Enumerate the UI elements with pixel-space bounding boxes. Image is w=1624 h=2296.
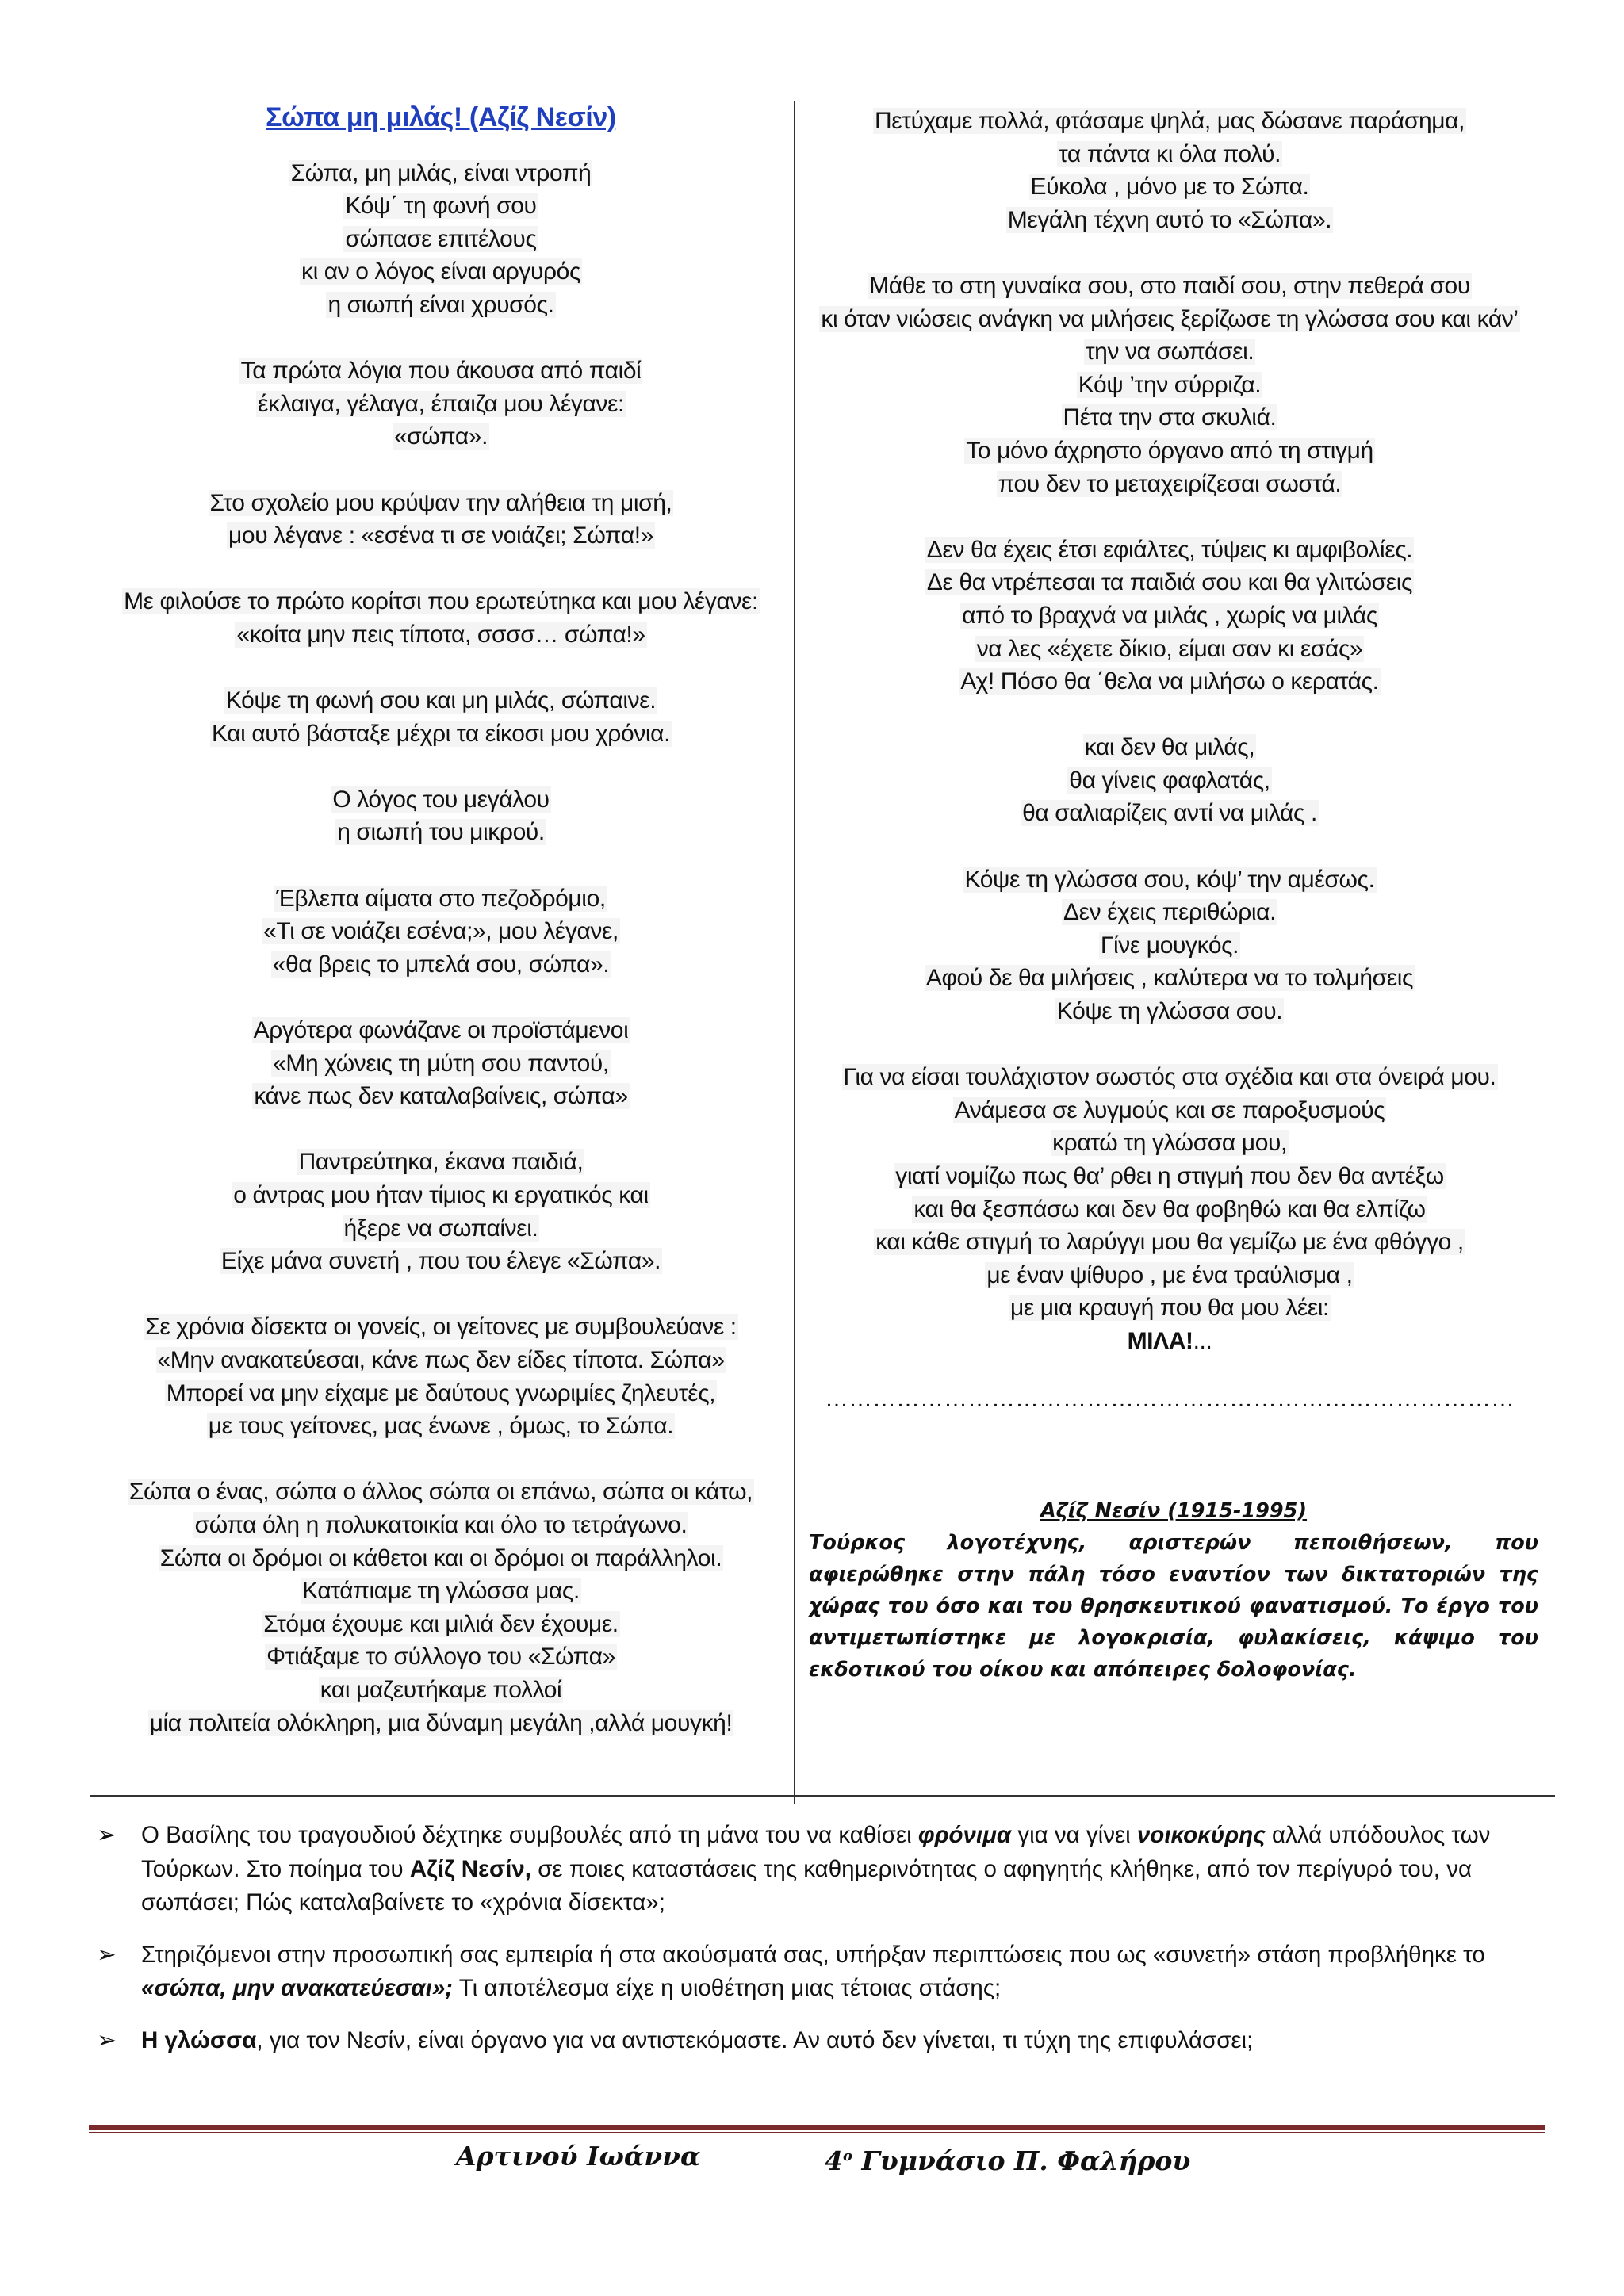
q1-emph-noikokyris: νοικοκύρης bbox=[1136, 1822, 1266, 1848]
stanza bbox=[797, 270, 1542, 500]
stanza bbox=[92, 1014, 790, 1113]
poem-line bbox=[797, 204, 1542, 237]
poem-line bbox=[797, 1193, 1542, 1226]
poem-line-text: Αφού δε θα μιλήσεις , καλύτερα να το τολμήσεις bbox=[925, 965, 1414, 992]
q1-emph-fronima: φρόνιμα bbox=[917, 1822, 1012, 1848]
poem-line bbox=[92, 1245, 790, 1278]
footer-author: Αρτινού Ιωάννα bbox=[456, 2141, 701, 2172]
poem-line bbox=[92, 420, 790, 453]
poem-line-text: «Μην ανακατεύεσαι, κάνε πως δεν είδες τίποτα. Σώπα» bbox=[157, 1346, 725, 1373]
poem-line-text: και δεν θα μιλάς, bbox=[1084, 734, 1255, 761]
poem-line bbox=[797, 434, 1542, 468]
poem-line bbox=[92, 915, 790, 948]
poem-line bbox=[797, 896, 1542, 929]
left-stanzas bbox=[92, 157, 790, 1740]
poem-line-text: και θα ξεσπάσω και δεν θα φοβηθώ και θα ελπίζω bbox=[914, 1196, 1426, 1223]
poem-line-text: από το βραχνά να μιλάς , χωρίς να μιλάς bbox=[962, 602, 1377, 629]
poem-line-text: Στο σχολείο μου κρύψαν την αλήθεια τη μισή, bbox=[209, 489, 672, 516]
poem-line bbox=[797, 335, 1542, 369]
poem-line bbox=[797, 599, 1542, 633]
poem-line-text: κι όταν νιώσεις ανάγκη να μιλήσεις ξερίζωσε τη γλώσσα σου και κάν’ bbox=[821, 305, 1519, 332]
poem-line bbox=[92, 1080, 790, 1113]
q2-text-c: Τι αποτέλεσμα είχε η υιοθέτηση μιας τέτοιας στάσης; bbox=[453, 1975, 1002, 2001]
poem-left-column bbox=[92, 101, 790, 1773]
poem-line bbox=[797, 401, 1542, 434]
stanza bbox=[92, 684, 790, 750]
poem-line bbox=[797, 665, 1542, 698]
poem-line-text: «Τι σε νοιάζει εσένα;», μου λέγανε, bbox=[263, 918, 619, 945]
section-divider bbox=[90, 1795, 1555, 1797]
poem-line-text: Αχ! Πόσο θα ΄θελα να μιλήσω ο κερατάς. bbox=[960, 668, 1379, 695]
poem-line bbox=[797, 633, 1542, 666]
footer-school bbox=[825, 2139, 1190, 2179]
poem-line-text: έκλαιγα, γέλαγα, έπαιζα μου λέγανε: bbox=[258, 390, 624, 417]
poem-line-text: με έναν ψίθυρο , με ένα τραύλισμα , bbox=[986, 1261, 1353, 1288]
poem-line bbox=[92, 519, 790, 553]
q3-emph-glossa: Η γλώσσα bbox=[141, 2026, 257, 2053]
poem-line-text: γιατί νομίζω πως θα’ ρθει η στιγμή που δεν θα αντέξω bbox=[895, 1163, 1444, 1189]
arrow-bullet-icon: ➢ bbox=[97, 1941, 117, 1968]
poem-line bbox=[92, 388, 790, 421]
dotted-line: …………………………………………………………………………… bbox=[825, 1386, 1515, 1413]
poem-line bbox=[92, 354, 790, 388]
poem-line-text: και μαζευτήκαμε πολλοί bbox=[320, 1676, 562, 1703]
poem-line-text: θα σαλιαρίζεις αντί να μιλάς . bbox=[1022, 800, 1317, 827]
q3-text-b: , για τον Νεσίν, είναι όργανο για να αντιστεκόμαστε. Αν αυτό δεν γίνεται, τι τύχη της επιφυλάσσει; bbox=[256, 2026, 1254, 2053]
poem-line-text: Σώπα, μη μιλάς, είναι ντροπή bbox=[290, 159, 592, 186]
poem-line-text: Πέτα την στα σκυλιά. bbox=[1063, 404, 1277, 431]
poem-line bbox=[92, 585, 790, 618]
q1-text-c: για να γίνει bbox=[1011, 1822, 1137, 1848]
footer-school-number: 4 bbox=[825, 2145, 843, 2176]
poem-line bbox=[797, 929, 1542, 962]
poem-line-text: Το μόνο άχρηστο όργανο από τη στιγμή bbox=[966, 437, 1373, 464]
poem-line-text: Μάθε το στη γυναίκα σου, στο παιδί σου, στην πεθερά σου bbox=[869, 272, 1470, 299]
poem-line bbox=[92, 1047, 790, 1081]
poem-line-text: ήξερε να σωπαίνει. bbox=[343, 1215, 538, 1242]
poem-line bbox=[92, 783, 790, 817]
final-line bbox=[797, 1325, 1542, 1358]
stanza bbox=[797, 731, 1542, 830]
poem-line-text: κι αν ο λόγος είναι αργυρός bbox=[301, 258, 580, 285]
poem-line bbox=[797, 369, 1542, 402]
poem-line-text: Ανάμεσα σε λυγμούς και σε παροξυσμούς bbox=[954, 1096, 1385, 1123]
poem-line-text: την να σωπάσει. bbox=[1085, 339, 1254, 365]
poem-line-text: μία πολιτεία ολόκληρη, μια δύναμη μεγάλη ,αλλά μουγκή! bbox=[149, 1709, 733, 1736]
poem-line bbox=[797, 1160, 1542, 1193]
poem-line-text: θα γίνεις φαφλατάς, bbox=[1069, 767, 1270, 794]
poem-line bbox=[797, 303, 1542, 336]
stanza bbox=[92, 1146, 790, 1277]
poem-line bbox=[797, 138, 1542, 171]
poem-line-text: Κόψ΄ τη φωνή σου bbox=[345, 193, 537, 220]
poem-line bbox=[797, 1094, 1542, 1127]
final-word: ΜΙΛΑ! bbox=[1127, 1327, 1193, 1354]
poem-line bbox=[92, 487, 790, 520]
stanza bbox=[797, 1061, 1542, 1325]
poem-line bbox=[797, 468, 1542, 501]
poem-line-text: να λες «έχετε δίκιο, είμαι σαν κι εσάς» bbox=[976, 635, 1363, 662]
poem-line-text: σώπα όλη η πολυκατοικία και όλο το τετράγωνο. bbox=[194, 1511, 688, 1538]
poem-line-text: Κόψε τη γλώσσα σου. bbox=[1056, 998, 1283, 1025]
poem-line-text: Με φιλούσε το πρώτο κορίτσι που ερωτεύτηκα και μου λέγανε: bbox=[124, 588, 758, 615]
poem-line bbox=[92, 157, 790, 190]
bio-text: Τούρκος λογοτέχνης, αριστερών πεποιθήσεων, που αφιερώθηκε στην πάλη τόσο εναντίον των δικτατοριών της χώρας του όσο και του θρησκευτικού φανατισμού. Το έργο του αντιμετωπίστηκε με λογοκρισία, φυλακίσεις, κάψιμο του εκδοτικού του οίκου και απόπειρες δολοφονίας. bbox=[809, 1531, 1538, 1682]
poem-line-text: Τα πρώτα λόγια που άκουσα από παιδί bbox=[240, 358, 642, 385]
poem-line bbox=[797, 566, 1542, 599]
poem-line bbox=[92, 1377, 790, 1410]
poem-line bbox=[92, 1640, 790, 1674]
poem-line-text: η σιωπή είναι χρυσός. bbox=[327, 291, 554, 318]
poem-line-text: που δεν το μεταχειρίζεσαι σωστά. bbox=[998, 470, 1342, 497]
poem-line-text: Για να είσαι τουλάχιστον σωστός στα σχέδια και στα όνειρά μου. bbox=[843, 1064, 1496, 1091]
stanza bbox=[797, 534, 1542, 698]
poem-line bbox=[92, 1542, 790, 1575]
poem-line bbox=[92, 1674, 790, 1707]
poem-line bbox=[92, 1707, 790, 1740]
poem-line-text: Κόψε τη φωνή σου και μη μιλάς, σώπαινε. bbox=[225, 687, 657, 714]
poem-line-text: «θα βρεις το μπελά σου, σώπα». bbox=[272, 951, 610, 978]
poem-line bbox=[92, 289, 790, 322]
poem-line bbox=[797, 962, 1542, 995]
final-stanza-end bbox=[797, 1325, 1542, 1358]
poem-line bbox=[797, 534, 1542, 567]
poem-line bbox=[797, 270, 1542, 303]
poem-line-text: Σε χρόνια δίσεκτα οι γονείς, οι γείτονες με συμβουλεύανε : bbox=[145, 1314, 737, 1341]
question-1 bbox=[97, 1819, 1556, 1920]
footer-rule-thick bbox=[89, 2125, 1545, 2130]
question-2 bbox=[97, 1938, 1556, 2006]
poem-line bbox=[92, 618, 790, 652]
poem-line-text: με τους γείτονες, μας ένωνε , όμως, το Σώπα. bbox=[208, 1413, 674, 1440]
poem-line bbox=[797, 1259, 1542, 1292]
poem-line-text: Αργότερα φωνάζανε οι προϊστάμενοι bbox=[253, 1017, 629, 1044]
poem-line-text: Σώπα οι δρόμοι οι κάθετοι και οι δρόμοι οι παράλληλοι. bbox=[159, 1544, 722, 1571]
poem-line bbox=[92, 1146, 790, 1179]
footer-rule-thin bbox=[89, 2132, 1545, 2133]
poem-line bbox=[92, 1179, 790, 1212]
poem-line bbox=[92, 948, 790, 982]
poem-line-text: Κατάπιαμε τη γλώσσα μας. bbox=[302, 1578, 580, 1605]
right-stanzas bbox=[797, 105, 1542, 1325]
poem-line bbox=[92, 684, 790, 718]
q2-text-a: Στηριζόμενοι στην προσωπική σας εμπειρία ή στα ακούσματά σας, υπήρξαν περιπτώσεις που ως «συνετή» στάση προβλήθηκε το bbox=[141, 1941, 1485, 1968]
q1-author-name: Αζίζ Νεσίν, bbox=[409, 1855, 532, 1882]
author-bio bbox=[809, 1495, 1538, 1686]
poem-line bbox=[797, 764, 1542, 798]
poem-line bbox=[797, 1127, 1542, 1160]
poem-line-text: με μια κραυγή που θα μου λέει: bbox=[1010, 1295, 1329, 1322]
bio-title: Αζίζ Νεσίν (1915-1995) bbox=[1040, 1499, 1308, 1523]
poem-line-text: Και αυτό βάσταξε μέχρι τα είκοσι μου χρόνια. bbox=[211, 720, 671, 747]
stanza bbox=[92, 354, 790, 453]
poem-line-text: Ο λόγος του μεγάλου bbox=[332, 786, 550, 813]
poem-line bbox=[797, 1226, 1542, 1259]
poem-line bbox=[92, 816, 790, 849]
poem-line bbox=[797, 1292, 1542, 1325]
poem-line-text: Έβλεπα αίματα στο πεζοδρόμιο, bbox=[276, 885, 606, 912]
question-3 bbox=[97, 2024, 1556, 2058]
poem-line-text: Δεν θα έχεις έτσι εφιάλτες, τύψεις κι αμφιβολίες. bbox=[926, 536, 1413, 563]
column-divider bbox=[794, 101, 795, 1804]
poem-line bbox=[92, 1410, 790, 1443]
poem-title-link[interactable]: Σώπα μη μιλάς! (Αζίζ Νεσίν) bbox=[266, 102, 616, 132]
poem-line-text: Εύκολα , μόνο με το Σώπα. bbox=[1030, 174, 1309, 201]
poem-line bbox=[797, 797, 1542, 830]
poem-line-text: «σώπα». bbox=[393, 423, 488, 450]
poem-line bbox=[797, 170, 1542, 204]
poem-line-text: Στόμα έχουμε και μιλιά δεν έχουμε. bbox=[263, 1610, 619, 1637]
stanza bbox=[797, 863, 1542, 1028]
poem-line-text: κρατώ τη γλώσσα μου, bbox=[1052, 1130, 1287, 1157]
q1-text-a: Ο Βασίλης του τραγουδιού δέχτηκε συμβουλές από τη μάνα του να καθίσει bbox=[141, 1822, 918, 1848]
poem-line-text: «Μη χώνεις τη μύτη σου παντού, bbox=[273, 1050, 609, 1077]
stanza bbox=[92, 157, 790, 322]
stanza bbox=[797, 105, 1542, 236]
poem-line bbox=[797, 863, 1542, 897]
final-ellipsis: ... bbox=[1193, 1327, 1212, 1354]
poem-line-text: Μπορεί να μην είχαμε με δαύτους γνωριμίες ζηλευτές, bbox=[166, 1380, 716, 1406]
poem-line-text: Φτιάξαμε το σύλλογο του «Σώπα» bbox=[266, 1644, 615, 1670]
poem-line bbox=[92, 1475, 790, 1509]
poem-line bbox=[92, 1575, 790, 1608]
poem-right-column bbox=[797, 105, 1542, 1416]
poem-line-text: Δε θα ντρέπεσαι τα παιδιά σου και θα γλιτώσεις bbox=[926, 569, 1413, 596]
q1-text-g: σε ποιες καταστάσεις της καθημερινότητας ο αφηγητής κλήθηκε, από τον περίγυρό του, να σωπάσει; Πώς καταλαβαίνετε το «χρόνια δίσεκτα»; bbox=[141, 1855, 1473, 1915]
poem-line-text: Πετύχαμε πολλά, φτάσαμε ψηλά, μας δώσανε παράσημα, bbox=[874, 108, 1465, 134]
poem-line bbox=[92, 882, 790, 916]
stanza bbox=[92, 882, 790, 982]
poem-line-text: Κόψ ’την σύρριζα. bbox=[1078, 371, 1262, 398]
poem-line-text: Μεγάλη τέχνη αυτό το «Σώπα». bbox=[1007, 206, 1332, 233]
poem-line-text: Είχε μάνα συνετή , που του έλεγε «Σώπα». bbox=[220, 1248, 661, 1275]
footer-school-name: Γυμνάσιο Π. Φαλήρου bbox=[852, 2145, 1191, 2176]
poem-line bbox=[92, 1509, 790, 1542]
poem-line bbox=[92, 718, 790, 751]
poem-line bbox=[797, 1061, 1542, 1094]
poem-line bbox=[92, 255, 790, 289]
poem-line-text: τα πάντα κι όλα πολύ. bbox=[1058, 140, 1281, 167]
poem-line-text: μου λέγανε : «εσένα τι σε νοιάζει; Σώπα!» bbox=[228, 522, 653, 549]
poem-line-text: Σώπα ο ένας, σώπα ο άλλος σώπα οι επάνω, σώπα οι κάτω, bbox=[128, 1479, 753, 1506]
poem-line-text: Γίνε μουγκός. bbox=[1100, 932, 1239, 959]
arrow-bullet-icon: ➢ bbox=[97, 1822, 117, 1848]
q2-emph-quote: «σώπα, μην ανακατεύεσαι»; bbox=[141, 1975, 454, 2001]
poem-line bbox=[92, 1014, 790, 1047]
stanza bbox=[92, 487, 790, 553]
poem-line bbox=[797, 105, 1542, 138]
poem-line bbox=[92, 1608, 790, 1641]
poem-line-text: «κοίτα μην πεις τίποτα, σσσσ… σώπα!» bbox=[236, 621, 645, 648]
stanza bbox=[92, 783, 790, 849]
poem-line-text: και κάθε στιγμή το λαρύγγι μου θα γεμίζω με ένα φθόγγο , bbox=[875, 1229, 1464, 1256]
poem-line bbox=[92, 189, 790, 223]
poem-line bbox=[92, 1344, 790, 1377]
poem-line-text: σώπασε επιτέλους bbox=[345, 225, 537, 252]
footer-school-superscript: ο bbox=[842, 2148, 852, 2164]
arrow-bullet-icon: ➢ bbox=[97, 2026, 117, 2053]
poem-line bbox=[797, 995, 1542, 1028]
poem-line bbox=[797, 731, 1542, 764]
poem-line bbox=[92, 1311, 790, 1344]
poem-line-text: ο άντρας μου ήταν τίμιος κι εργατικός και bbox=[233, 1182, 649, 1208]
questions-list bbox=[97, 1819, 1556, 2076]
poem-line-text: Παντρεύτηκα, έκανα παιδιά, bbox=[298, 1149, 584, 1176]
q1-text-e: αλλά υπόδουλος των Τούρκων. Στο ποίημα του bbox=[141, 1822, 1491, 1882]
stanza bbox=[92, 1475, 790, 1739]
poem-line-text: Δεν έχεις περιθώρια. bbox=[1063, 899, 1277, 926]
stanza bbox=[92, 1311, 790, 1442]
poem-line bbox=[92, 1212, 790, 1246]
poem-line bbox=[92, 223, 790, 256]
poem-line-text: η σιωπή του μικρού. bbox=[337, 819, 545, 846]
poem-line-text: Κόψε τη γλώσσα σου, κόψ’ την αμέσως. bbox=[964, 866, 1375, 893]
stanza bbox=[92, 585, 790, 651]
poem-line-text: κάνε πως δεν καταλαβαίνεις, σώπα» bbox=[254, 1083, 628, 1110]
